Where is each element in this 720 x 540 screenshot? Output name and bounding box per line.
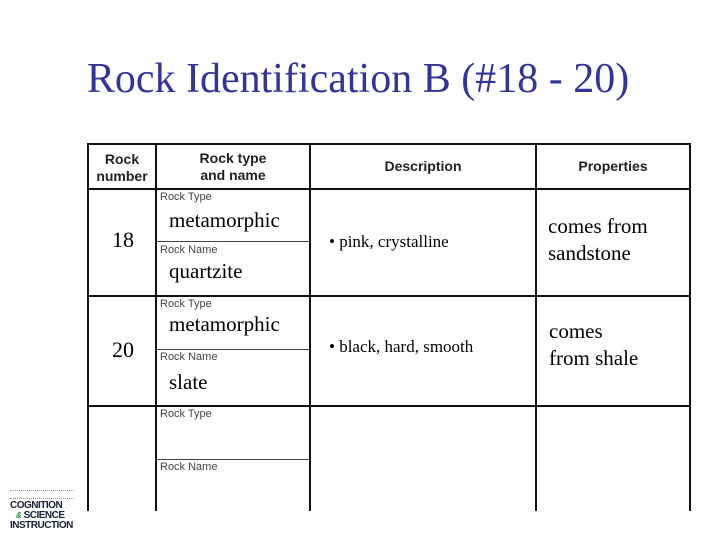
row2-rock-name-value: slate [169, 370, 208, 394]
row3-type-name-divider [157, 459, 309, 460]
logo-science-text: SCIENCE [23, 510, 65, 521]
row1-rock-number: 18 [112, 227, 134, 252]
row1-properties-line1: comes from [548, 214, 648, 238]
row1-description: • pink, crystalline [329, 232, 449, 251]
row1-properties-line2: sandstone [548, 241, 631, 265]
table-top-border [87, 143, 691, 145]
row-divider-2 [87, 405, 691, 407]
row-divider-1 [87, 295, 691, 297]
row2-properties-line2: from shale [549, 346, 639, 370]
logo-ampersand: & [16, 511, 22, 520]
row2-rock-number: 20 [112, 337, 134, 362]
rock-identification-table [85, 143, 692, 511]
cognition-science-instruction-logo [10, 490, 74, 532]
header-rock-number [89, 151, 155, 185]
row1-rock-type-value: metamorphic [169, 208, 280, 232]
row1-type-name-divider [157, 241, 309, 242]
row1-rock-type-label: Rock Type [160, 191, 212, 203]
header-rock-number-line1: Rock [104, 151, 140, 167]
row2-description: • black, hard, smooth [329, 337, 474, 356]
logo-line-cognition: COGNITION [10, 500, 63, 511]
col-divider-1 [155, 143, 157, 511]
header-rock-number-line2: number [96, 168, 148, 184]
row1-properties [548, 213, 648, 267]
row2-rock-type-label: Rock Type [160, 298, 212, 310]
row2-properties [549, 318, 638, 372]
header-rock-type-name [157, 150, 309, 184]
row2-properties-line1: comes [549, 319, 603, 343]
col-divider-3 [535, 143, 537, 511]
row1-rock-name-value: quartzite [169, 259, 243, 283]
row3-rock-name-label: Rock Name [160, 461, 218, 473]
table-left-border [87, 143, 89, 511]
logo-top-bars [10, 490, 74, 499]
header-rock-type-line1: Rock type [199, 150, 267, 166]
row2-rock-name-label: Rock Name [160, 351, 218, 363]
row2-type-name-divider [157, 349, 309, 350]
header-description: Description [384, 158, 462, 174]
table-right-border [689, 143, 691, 511]
slide-title: Rock Identification B (#18 - 20) [86, 56, 630, 102]
row1-rock-name-label: Rock Name [160, 244, 218, 256]
header-row-divider [87, 188, 691, 190]
header-rock-type-line2: and name [200, 167, 266, 183]
row2-rock-type-value: metamorphic [169, 312, 280, 336]
col-divider-2 [309, 143, 311, 511]
logo-line-instruction: INSTRUCTION [10, 520, 73, 531]
header-properties: Properties [578, 158, 648, 174]
row3-rock-type-label: Rock Type [160, 408, 212, 420]
